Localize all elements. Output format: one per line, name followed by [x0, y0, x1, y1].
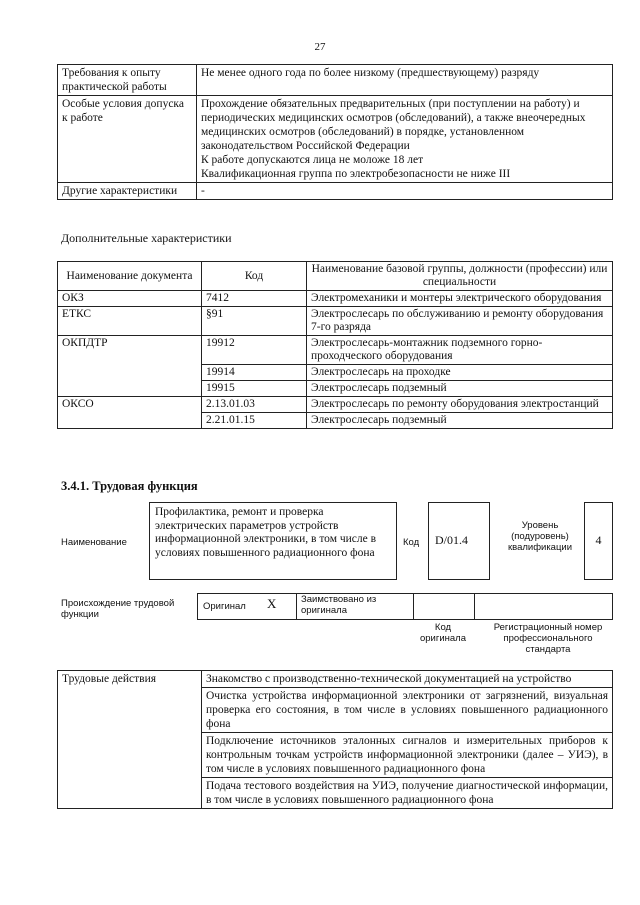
code-original-label: Код оригинала — [419, 622, 466, 644]
column-header: Наименование документа — [58, 262, 202, 291]
table-row — [58, 307, 613, 336]
function-name: Профилактика, ремонт и проверка электрических параметров устройств информационной электроники, в том числе в условиях повышенного радиационного фона — [149, 502, 397, 580]
table-row — [58, 397, 613, 413]
page-number: 27 — [314, 41, 326, 53]
table-row — [58, 183, 613, 200]
code-original-cell — [413, 593, 475, 620]
name-cell: Электрослесарь по обслуживанию и ремонту оборудования 7-го разряда — [307, 307, 613, 336]
value-line: Прохождение обязательных предварительных (при поступлении на работу) и периодических медицинских осмотров (обследований), а также внеочередных медицинских осмотров (обследований) в порядке, установленном законодательством Российской Федерации — [201, 98, 586, 152]
value-line: Квалификационная группа по электробезопасности не ниже III — [201, 168, 511, 180]
row-label: Особые условия допуска к работе — [58, 96, 197, 183]
code-cell: 2.21.01.15 — [202, 413, 307, 429]
row-label: Другие характеристики — [58, 183, 197, 200]
borrowed-cell — [296, 593, 414, 620]
actions-table — [57, 670, 613, 809]
table-row — [58, 65, 613, 96]
function-code: D/01.4 — [428, 502, 490, 580]
table-row — [58, 671, 613, 688]
column-header: Наименование базовой группы, должности (профессии) или специальности — [307, 262, 613, 291]
action-item: Знакомство с производственно-технической документацией на устройство — [202, 671, 613, 688]
code-cell: 19912 — [202, 336, 307, 365]
function-title: 3.4.1. Трудовая функция — [61, 479, 198, 493]
level-label: Уровень (подуровень) квалификации — [507, 520, 573, 553]
name-cell: Электрослесарь-монтажник подземного горно-проходческого оборудования — [307, 336, 613, 365]
name-cell: Электрослесарь по ремонту оборудования электростанций — [307, 397, 613, 413]
doc-cell: ОКСО — [58, 397, 202, 429]
row-value: Не менее одного года по более низкому (предшествующему) разряду — [197, 65, 613, 96]
table-row — [58, 96, 613, 183]
row-value — [197, 96, 613, 183]
doc-cell: ОКЗ — [58, 291, 202, 307]
code-cell: 7412 — [202, 291, 307, 307]
table-header-row — [58, 262, 613, 291]
column-header: Код — [202, 262, 307, 291]
value-line: К работе допускаются лица не моложе 18 лет — [201, 154, 424, 166]
function-name-label: Наименование — [61, 537, 127, 548]
name-cell: Электрослесарь подземный — [307, 413, 613, 429]
additional-table — [57, 261, 613, 429]
doc-cell: ЕТКС — [58, 307, 202, 336]
name-cell: Электрослесарь подземный — [307, 381, 613, 397]
code-cell: 2.13.01.03 — [202, 397, 307, 413]
name-cell: Электромеханики и монтеры электрического оборудования — [307, 291, 613, 307]
name-cell: Электрослесарь на проходке — [307, 365, 613, 381]
doc-cell: ОКПДТР — [58, 336, 202, 397]
original-label: Оригинал — [203, 601, 246, 612]
action-item: Подача тестового воздействия на УИЭ, получение диагностической информации, в том числе в условиях повышенного радиационного фона — [202, 778, 613, 809]
original-cell — [197, 593, 297, 620]
table-row — [58, 336, 613, 365]
code-cell: 19915 — [202, 381, 307, 397]
action-item: Подключение источников эталонных сигналов и измерительных приборов к контрольным точкам устройств информационной электроники (далее – УИЭ), в том числе в условиях повышенного радиационного фона — [202, 733, 613, 778]
origin-row — [197, 593, 613, 620]
origin-label: Происхождение трудовой функции — [61, 598, 175, 620]
row-label: Требования к опыту практической работы — [58, 65, 197, 96]
code-cell: §91 — [202, 307, 307, 336]
table-row — [58, 291, 613, 307]
actions-label: Трудовые действия — [58, 671, 202, 809]
original-mark: X — [267, 596, 277, 611]
borrowed-label: Заимствовано из оригинала — [301, 594, 377, 616]
reg-number-label: Регистрационный номер профессионального стандарта — [493, 622, 603, 655]
action-item: Очистка устройства информационной электроники от загрязнений, визуальная проверка его состояния, в том числе в условиях повышенного радиационного фона — [202, 688, 613, 733]
additional-title: Дополнительные характеристики — [61, 231, 232, 245]
row-value: - — [197, 183, 613, 200]
code-label: Код — [403, 537, 420, 548]
function-level: 4 — [584, 502, 613, 580]
code-cell: 19914 — [202, 365, 307, 381]
requirements-table — [57, 64, 613, 200]
